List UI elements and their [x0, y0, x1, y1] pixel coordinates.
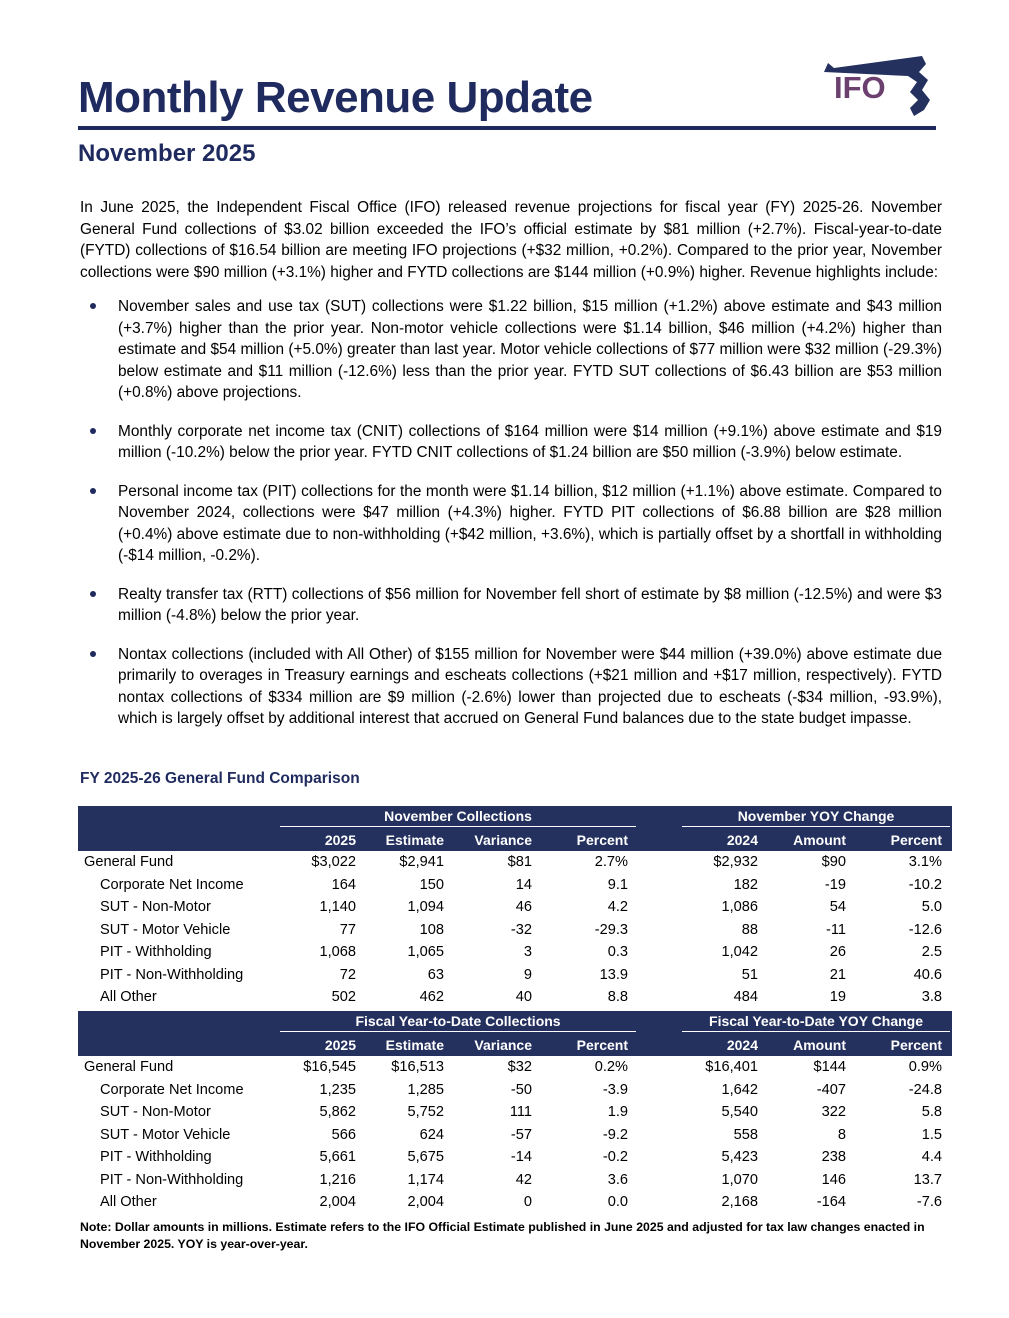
cell-2024: 5,423: [721, 1149, 759, 1166]
cell-amount: 26: [829, 944, 847, 961]
table-row: [78, 896, 952, 919]
cell-estimate: 1,174: [407, 1171, 444, 1188]
cell-percent: 2.7%: [594, 854, 629, 871]
list-item-text: Nontax collections (included with All Other) of $155 million for November were $44 million (+39.0%) above estimate due primarily to overages in Treasury earnings and escheats collections (+$21 million and +$17 million, respectively). FYTD nontax collections of $334 million are $9 million (-2.6%) lower than projected due to escheats (-$34 million, -93.9%), which is largely offset by additional interest that accrued on General Fund balances due to the state budget impasse.: [118, 645, 942, 727]
cell-percent: 3.6: [607, 1171, 629, 1188]
fytd-comparison-table: [78, 1011, 952, 1214]
cell-amount: -11: [826, 921, 847, 938]
sub-header-2025: 2025: [278, 828, 366, 851]
list-item: [80, 296, 942, 404]
table-row: [78, 1101, 952, 1124]
cell-gap: [638, 874, 680, 897]
cell-estimate: $16,513: [391, 1059, 444, 1076]
cell-percent-yoy: 1.5: [921, 1126, 943, 1143]
title-row: [78, 46, 936, 122]
cell-gap: [638, 1191, 680, 1214]
cell-estimate: 108: [419, 921, 444, 938]
cell-percent: 13.9: [599, 966, 629, 983]
bullet-dot-icon: [90, 591, 96, 597]
cell-gap: [638, 919, 680, 942]
sub-header-amount: Amount: [768, 1033, 856, 1056]
cell-2024: 1,642: [721, 1081, 759, 1098]
row-label: PIT - Withholding: [100, 944, 212, 961]
table-body: [78, 851, 952, 1009]
cell-gap: [638, 964, 680, 987]
cell-percent: 8.8: [607, 989, 629, 1006]
cell-percent: -0.2: [602, 1149, 629, 1166]
cell-percent-yoy: 2.5: [921, 944, 943, 961]
november-comparison-table: [78, 806, 952, 1009]
cell-percent-yoy: -12.6: [908, 921, 943, 938]
cell-estimate: 1,094: [407, 899, 444, 916]
cell-percent-yoy: 40.6: [913, 966, 943, 983]
cell-percent-yoy: 3.1%: [908, 854, 943, 871]
table-row: [78, 1169, 952, 1192]
sub-header-blank: [78, 1033, 278, 1056]
november-comparison-table-wrapper: [78, 806, 943, 1009]
tables-section-title: FY 2025-26 General Fund Comparison: [80, 770, 360, 787]
cell-2024: 182: [733, 876, 759, 893]
cell-variance: -57: [510, 1126, 532, 1143]
table-group-header-row: [78, 1011, 952, 1033]
table-row: [78, 1056, 952, 1079]
cell-variance: 3: [523, 944, 532, 961]
cell-percent-yoy: 13.7: [913, 1171, 943, 1188]
cell-estimate: 5,675: [407, 1149, 444, 1166]
cell-percent: -3.9: [602, 1081, 629, 1098]
row-label: All Other: [100, 989, 157, 1006]
document-header: [78, 46, 936, 167]
cell-variance: 40: [515, 989, 532, 1006]
table-row: [78, 919, 952, 942]
intro-paragraph: In June 2025, the Independent Fiscal Office (IFO) released revenue projections for fiscal year (FY) 2025-26. November General Fund collections of $3.02 billion exceeded the IFO’s official estimate by $81 million (+2.7%). Fiscal-year-to-date (FYTD) collections of $16.54 billion are meeting IFO projections (+$32 million, +0.2%). Compared to the prior year, November collections were $90 million (+3.1%) higher and FYTD collections are $144 million (+0.9%) higher. Revenue highlights include:: [80, 199, 942, 281]
table-row: [78, 874, 952, 897]
bullet-dot-icon: [90, 651, 96, 657]
fytd-comparison-table-wrapper: [78, 1011, 943, 1214]
cell-amount: 8: [837, 1126, 847, 1143]
logo-text: IFO: [834, 70, 886, 105]
table-row: [78, 964, 952, 987]
row-label: Corporate Net Income: [100, 1081, 244, 1098]
cell-variance: 0: [523, 1194, 532, 1211]
list-item: [80, 644, 942, 730]
list-item-text: Personal income tax (PIT) collections for the month were $1.14 billion, $12 million (+1.1%) above estimate. Compared to November 2024, collections were $47 million (+4.3%) higher. FYTD PIT collections of $6.88 billion are $28 million (+0.4%) above estimate due to non-withholding (+$42 million, +3.6%), which is partially offset by a shortfall in withholding (-$14 million, -0.2%).: [118, 482, 942, 564]
table-sub-header-row: [78, 1033, 952, 1056]
cell-variance: 9: [523, 966, 532, 983]
cell-percent: 0.3: [607, 944, 629, 961]
sub-header-estimate: Estimate: [366, 828, 454, 851]
table-body: [78, 1056, 952, 1214]
row-label: All Other: [100, 1194, 157, 1211]
cell-2024: 558: [733, 1126, 759, 1143]
cell-percent-yoy: -24.8: [908, 1081, 943, 1098]
row-label: SUT - Motor Vehicle: [100, 1126, 231, 1143]
cell-percent: 4.2: [607, 899, 629, 916]
table-row: [78, 941, 952, 964]
cell-amount: $90: [821, 854, 847, 871]
cell-2024: 484: [733, 989, 759, 1006]
list-item-text: November sales and use tax (SUT) collections were $1.22 billion, $15 million (+1.2%) above estimate and $43 million (+3.7%) higher than the prior year. Non-motor vehicle collections were $1.14 billion, $46 million (+4.2%) higher than estimate and $54 million (+5.0%) greater than last year. Motor vehicle collections of $77 million were $32 million (-29.3%) below estimate and $11 million (-12.6%) less than the prior year. FYTD SUT collections of $6.43 billion are $53 million (+0.8%) above projections.: [118, 298, 942, 401]
row-label: SUT - Non-Motor: [100, 1104, 211, 1121]
group-header-fytd-yoy: Fiscal Year-to-Date YOY Change: [680, 1011, 952, 1033]
page-title: Monthly Revenue Update: [78, 73, 593, 122]
row-label: General Fund: [84, 1059, 174, 1076]
cell-2024: $2,932: [713, 854, 759, 871]
cell-gap: [638, 1056, 680, 1079]
sub-header-gap: [638, 1033, 680, 1056]
cell-percent-yoy: 5.0: [921, 899, 943, 916]
cell-percent-yoy: 5.8: [921, 1104, 943, 1121]
row-label: SUT - Motor Vehicle: [100, 921, 231, 938]
bullet-dot-icon: [90, 428, 96, 434]
cell-2025: 1,216: [319, 1171, 356, 1188]
title-divider: [78, 126, 936, 130]
cell-estimate: 624: [419, 1126, 444, 1143]
sub-header-estimate: Estimate: [366, 1033, 454, 1056]
list-item-text: Monthly corporate net income tax (CNIT) collections of $164 million were $14 million (+9.1%) above estimate and $19 million (-10.2%) below the prior year. FYTD CNIT collections of $1.24 billion are $50 million (-3.9%) below estimate.: [118, 422, 942, 461]
cell-2025: 2,004: [319, 1194, 356, 1211]
list-item: [80, 481, 942, 567]
table-row: [78, 1146, 952, 1169]
group-header-yoy: November YOY Change: [680, 806, 952, 828]
cell-percent-yoy: 0.9%: [908, 1059, 943, 1076]
cell-amount: 322: [821, 1104, 847, 1121]
cell-2024: 2,168: [721, 1194, 759, 1211]
row-label: PIT - Non-Withholding: [100, 966, 244, 983]
cell-2025: 5,661: [319, 1149, 356, 1166]
cell-gap: [638, 1124, 680, 1147]
table-row: [78, 1124, 952, 1147]
row-label: PIT - Non-Withholding: [100, 1171, 244, 1188]
cell-amount: $144: [813, 1059, 847, 1076]
cell-gap: [638, 986, 680, 1009]
page-subtitle: November 2025: [78, 140, 256, 167]
cell-amount: 21: [829, 966, 847, 983]
cell-variance: $32: [507, 1059, 532, 1076]
cell-2024: 88: [741, 921, 759, 938]
cell-2024: $16,401: [705, 1059, 759, 1076]
cell-gap: [638, 1079, 680, 1102]
cell-estimate: $2,941: [399, 854, 444, 871]
cell-estimate: 5,752: [407, 1104, 444, 1121]
sub-header-gap: [638, 828, 680, 851]
bullet-dot-icon: [90, 488, 96, 494]
cell-variance: 46: [515, 899, 532, 916]
sub-header-variance: Variance: [454, 828, 542, 851]
cell-variance: -32: [510, 921, 532, 938]
sub-header-percent-yoy: Percent: [856, 828, 952, 851]
cell-gap: [638, 941, 680, 964]
cell-2025: 164: [331, 876, 356, 893]
cell-2024: 1,086: [721, 899, 759, 916]
cell-gap: [638, 851, 680, 874]
cell-variance: 111: [509, 1104, 532, 1121]
table-sub-header-row: [78, 828, 952, 851]
cell-percent: 1.9: [607, 1104, 629, 1121]
sub-header-percent-yoy: Percent: [856, 1033, 952, 1056]
cell-2024: 1,042: [721, 944, 759, 961]
cell-estimate: 63: [427, 966, 444, 983]
table-row: [78, 986, 952, 1009]
cell-variance: -14: [510, 1149, 532, 1166]
cell-2024: 1,070: [721, 1171, 759, 1188]
cell-percent: 9.1: [607, 876, 629, 893]
cell-gap: [638, 1101, 680, 1124]
cell-variance: -50: [510, 1081, 532, 1098]
group-header-collections: November Collections: [278, 806, 638, 828]
cell-percent: -9.2: [602, 1126, 629, 1143]
cell-percent: -29.3: [594, 921, 629, 938]
cell-gap: [638, 1146, 680, 1169]
sub-header-2024: 2024: [680, 1033, 768, 1056]
cell-gap: [638, 896, 680, 919]
row-label: General Fund: [84, 854, 174, 871]
cell-2025: 1,235: [319, 1081, 356, 1098]
highlights-list: [80, 296, 942, 747]
cell-percent: 0.2%: [594, 1059, 629, 1076]
cell-2025: 502: [331, 989, 356, 1006]
group-header-blank: [78, 1011, 278, 1033]
sub-header-amount: Amount: [768, 828, 856, 851]
cell-estimate: 1,285: [407, 1081, 444, 1098]
cell-percent: 0.0: [607, 1194, 629, 1211]
table-row: [78, 1191, 952, 1214]
ifo-pennsylvania-logo: [818, 50, 936, 122]
sub-header-percent: Percent: [542, 1033, 638, 1056]
cell-percent-yoy: 3.8: [921, 989, 943, 1006]
cell-2025: 566: [331, 1126, 356, 1143]
cell-estimate: 1,065: [407, 944, 444, 961]
cell-2024: 51: [741, 966, 759, 983]
sub-header-percent: Percent: [542, 828, 638, 851]
cell-variance: 42: [515, 1171, 532, 1188]
cell-amount: -19: [824, 876, 847, 893]
sub-header-blank: [78, 828, 278, 851]
list-item-text: Realty transfer tax (RTT) collections of $56 million for November fell short of estimate by $8 million (-12.5%) and were $3 million (-4.8%) below the prior year.: [118, 585, 942, 624]
sub-header-variance: Variance: [454, 1033, 542, 1056]
cell-2025: 5,862: [319, 1104, 356, 1121]
cell-2025: 77: [339, 921, 356, 938]
group-header-blank: [78, 806, 278, 828]
row-label: Corporate Net Income: [100, 876, 244, 893]
table-row: [78, 1079, 952, 1102]
group-header-fytd-collections: Fiscal Year-to-Date Collections: [278, 1011, 638, 1033]
group-header-gap: [638, 1011, 680, 1033]
sub-header-2024: 2024: [680, 828, 768, 851]
cell-amount: -407: [816, 1081, 847, 1098]
cell-amount: 146: [821, 1171, 847, 1188]
cell-percent-yoy: -7.6: [916, 1194, 943, 1211]
table-row: [78, 851, 952, 874]
bullet-dot-icon: [90, 303, 96, 309]
cell-2025: $16,545: [303, 1059, 356, 1076]
cell-2025: 1,068: [319, 944, 356, 961]
cell-2025: $3,022: [311, 854, 356, 871]
cell-2024: 5,540: [721, 1104, 759, 1121]
cell-amount: 238: [821, 1149, 847, 1166]
cell-estimate: 150: [419, 876, 444, 893]
cell-amount: 19: [829, 989, 847, 1006]
cell-amount: -164: [816, 1194, 847, 1211]
cell-2025: 1,140: [319, 899, 356, 916]
table-footnote: Note: Dollar amounts in millions. Estimate refers to the IFO Official Estimate published in June 2025 and adjusted for tax law changes enacted in November 2025. YOY is year-over-year.: [80, 1220, 925, 1251]
table-group-header-row: [78, 806, 952, 828]
cell-2025: 72: [339, 966, 356, 983]
cell-estimate: 462: [419, 989, 444, 1006]
cell-estimate: 2,004: [407, 1194, 444, 1211]
cell-percent-yoy: -10.2: [908, 876, 943, 893]
sub-header-2025: 2025: [278, 1033, 366, 1056]
list-item: [80, 584, 942, 627]
group-header-gap: [638, 806, 680, 828]
list-item: [80, 421, 942, 464]
cell-gap: [638, 1169, 680, 1192]
cell-percent-yoy: 4.4: [921, 1149, 943, 1166]
cell-variance: $81: [507, 854, 532, 871]
cell-variance: 14: [515, 876, 532, 893]
cell-amount: 54: [829, 899, 847, 916]
row-label: PIT - Withholding: [100, 1149, 212, 1166]
row-label: SUT - Non-Motor: [100, 899, 211, 916]
